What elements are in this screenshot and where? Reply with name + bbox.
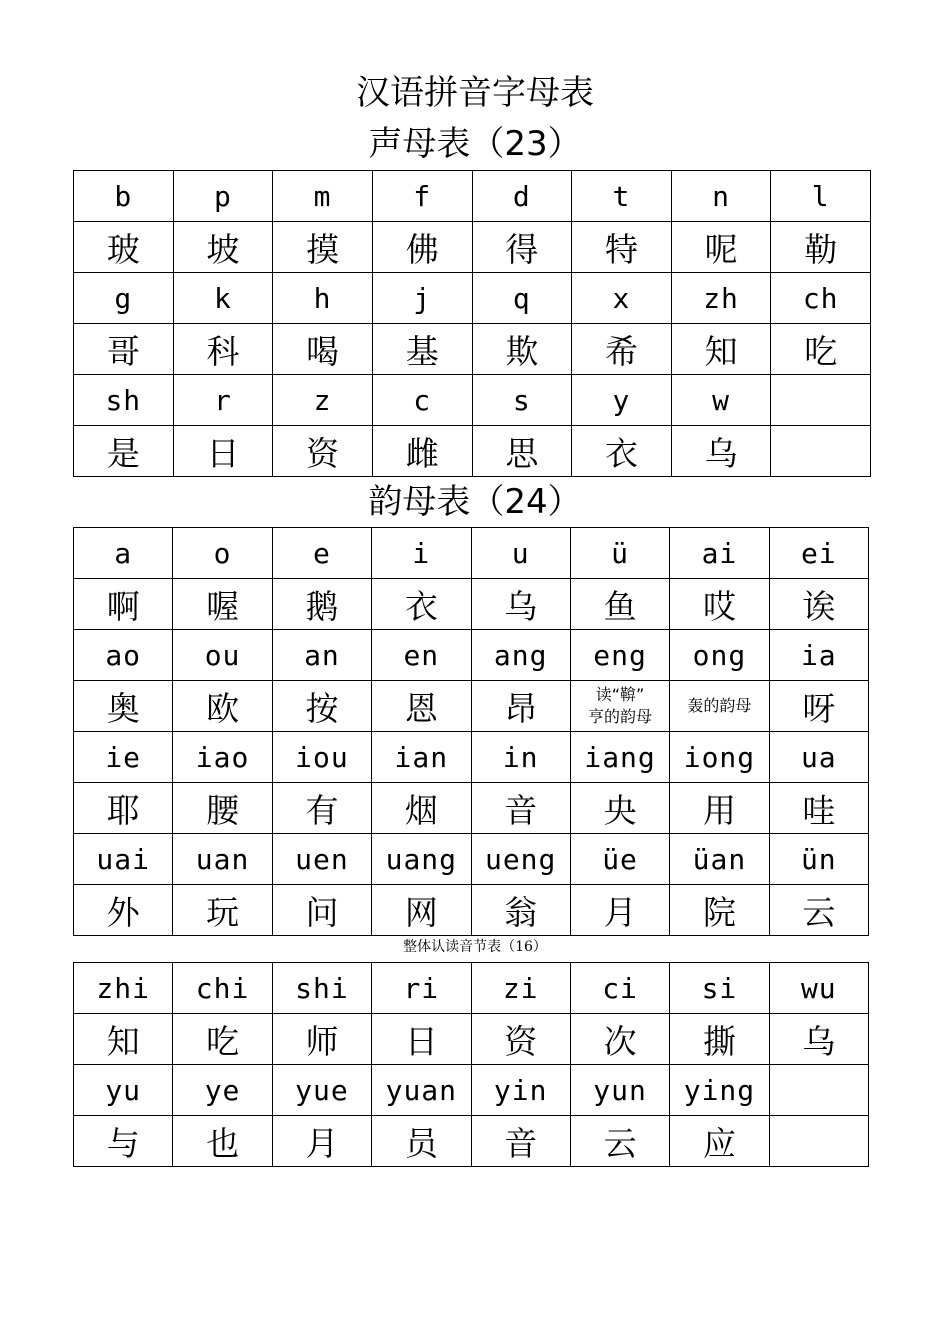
character-cell: 雌 [372, 426, 472, 477]
pinyin-cell: uen [272, 834, 371, 885]
character-cell: 有 [272, 783, 371, 834]
character-cell: 欺 [472, 324, 572, 375]
character-cell: 乌 [471, 579, 570, 630]
pinyin-cell: uang [372, 834, 471, 885]
pinyin-row [74, 528, 869, 579]
pinyin-cell: o [173, 528, 272, 579]
character-cell: 鹅 [272, 579, 371, 630]
character-cell: 撕 [670, 1014, 769, 1065]
character-cell: 音 [471, 1116, 570, 1167]
pinyin-cell: ün [769, 834, 868, 885]
character-cell: 喔 [173, 579, 272, 630]
pinyin-cell: n [671, 171, 771, 222]
character-cell: 思 [472, 426, 572, 477]
pinyin-cell: ch [771, 273, 871, 324]
pinyin-cell: s [472, 375, 572, 426]
pinyin-cell: g [74, 273, 174, 324]
pinyin-cell: d [472, 171, 572, 222]
pinyin-cell: ua [769, 732, 868, 783]
character-cell: 诶 [769, 579, 868, 630]
pinyin-cell: b [74, 171, 174, 222]
character-cell: 知 [671, 324, 771, 375]
pinyin-cell: k [173, 273, 273, 324]
character-row [74, 1116, 869, 1167]
finals-table-heading: 韵母表（24） [368, 482, 582, 522]
character-row [74, 681, 869, 732]
pinyin-cell: yu [74, 1065, 173, 1116]
pinyin-cell: i [372, 528, 471, 579]
pinyin-cell: iou [272, 732, 371, 783]
character-cell: 用 [670, 783, 769, 834]
page-title: 汉语拼音字母表 [356, 73, 594, 113]
character-cell [771, 426, 871, 477]
character-cell: 日 [173, 426, 273, 477]
character-row [74, 324, 871, 375]
character-cell: 与 [74, 1116, 173, 1167]
pinyin-cell: uai [74, 834, 173, 885]
pinyin-cell: yun [570, 1065, 669, 1116]
character-cell: 欧 [173, 681, 272, 732]
character-cell: 吃 [173, 1014, 272, 1065]
character-cell: 日 [372, 1014, 471, 1065]
character-cell: 腰 [173, 783, 272, 834]
character-cell: 问 [272, 885, 371, 936]
character-cell: 得 [472, 222, 572, 273]
pinyin-row [74, 171, 871, 222]
character-cell: 月 [272, 1116, 371, 1167]
pinyin-cell: c [372, 375, 472, 426]
character-cell: 翁 [471, 885, 570, 936]
character-cell: 呀 [769, 681, 868, 732]
character-cell: 希 [572, 324, 672, 375]
character-cell: 烟 [372, 783, 471, 834]
pinyin-cell: u [471, 528, 570, 579]
pinyin-row [74, 834, 869, 885]
character-cell: 玩 [173, 885, 272, 936]
pinyin-cell: ai [670, 528, 769, 579]
character-cell: 啊 [74, 579, 173, 630]
character-cell: 佛 [372, 222, 472, 273]
pinyin-cell: p [173, 171, 273, 222]
character-cell: 特 [572, 222, 672, 273]
pinyin-cell: uan [173, 834, 272, 885]
pinyin-cell: ong [670, 630, 769, 681]
character-cell: 玻 [74, 222, 174, 273]
character-cell: 也 [173, 1116, 272, 1167]
pinyin-cell: iong [670, 732, 769, 783]
pinyin-row [74, 963, 869, 1014]
pinyin-cell: ian [372, 732, 471, 783]
pinyin-row [74, 732, 869, 783]
pinyin-cell: yuan [372, 1065, 471, 1116]
character-cell: 云 [769, 885, 868, 936]
whole-syllables-table [73, 962, 869, 1167]
initials-table-heading: 声母表（23） [368, 124, 582, 164]
finals-table [73, 527, 869, 936]
character-row [74, 426, 871, 477]
character-cell: 衣 [572, 426, 672, 477]
pinyin-cell: ei [769, 528, 868, 579]
character-cell: 昂 [471, 681, 570, 732]
character-cell: 是 [74, 426, 174, 477]
pinyin-cell: e [272, 528, 371, 579]
character-cell: 鱼 [570, 579, 669, 630]
character-cell: 知 [74, 1014, 173, 1065]
pinyin-cell: eng [570, 630, 669, 681]
pinyin-cell: w [671, 375, 771, 426]
character-cell: 员 [372, 1116, 471, 1167]
pinyin-cell: zi [471, 963, 570, 1014]
character-cell: 央 [570, 783, 669, 834]
pinyin-cell: zh [671, 273, 771, 324]
pinyin-cell: ou [173, 630, 272, 681]
pinyin-cell: ia [769, 630, 868, 681]
character-cell: 次 [570, 1014, 669, 1065]
pinyin-cell: h [273, 273, 373, 324]
pinyin-cell: iang [570, 732, 669, 783]
pinyin-cell [769, 1065, 868, 1116]
character-cell: 应 [670, 1116, 769, 1167]
pinyin-cell: ci [570, 963, 669, 1014]
character-row [74, 1014, 869, 1065]
pinyin-cell: iao [173, 732, 272, 783]
pinyin-cell: m [273, 171, 373, 222]
character-cell: 哇 [769, 783, 868, 834]
pinyin-cell: yue [272, 1065, 371, 1116]
pinyin-cell: ye [173, 1065, 272, 1116]
character-cell: 资 [273, 426, 373, 477]
pinyin-cell: an [272, 630, 371, 681]
character-cell: 呢 [671, 222, 771, 273]
character-cell: 乌 [671, 426, 771, 477]
character-row [74, 885, 869, 936]
character-cell: 奥 [74, 681, 173, 732]
pinyin-cell [771, 375, 871, 426]
character-cell: 按 [272, 681, 371, 732]
pinyin-cell: si [670, 963, 769, 1014]
character-cell: 科 [173, 324, 273, 375]
pinyin-cell: r [173, 375, 273, 426]
pinyin-cell: ueng [471, 834, 570, 885]
pinyin-cell: y [572, 375, 672, 426]
character-cell: 网 [372, 885, 471, 936]
character-cell: 恩 [372, 681, 471, 732]
pinyin-row [74, 1065, 869, 1116]
pinyin-cell: q [472, 273, 572, 324]
pinyin-cell: j [372, 273, 472, 324]
pinyin-cell: ri [372, 963, 471, 1014]
pinyin-cell: ü [570, 528, 669, 579]
character-row [74, 222, 871, 273]
character-cell: 哥 [74, 324, 174, 375]
pinyin-cell: f [372, 171, 472, 222]
character-cell: 音 [471, 783, 570, 834]
whole-syllables-table-heading: 整体认读音节表（16） [403, 939, 547, 955]
character-cell: 耶 [74, 783, 173, 834]
pinyin-cell: en [372, 630, 471, 681]
character-cell: 摸 [273, 222, 373, 273]
note-cell: 读“鞥” 亨的韵母 [570, 681, 669, 732]
character-row [74, 579, 869, 630]
pinyin-cell: z [273, 375, 373, 426]
character-cell: 基 [372, 324, 472, 375]
character-cell: 院 [670, 885, 769, 936]
pinyin-cell: t [572, 171, 672, 222]
pinyin-row [74, 273, 871, 324]
character-cell: 衣 [372, 579, 471, 630]
pinyin-cell: shi [272, 963, 371, 1014]
character-cell: 吃 [771, 324, 871, 375]
pinyin-cell: zhi [74, 963, 173, 1014]
pinyin-cell: yin [471, 1065, 570, 1116]
pinyin-cell: sh [74, 375, 174, 426]
pinyin-cell: ie [74, 732, 173, 783]
pinyin-cell: wu [769, 963, 868, 1014]
pinyin-row [74, 375, 871, 426]
pinyin-cell: chi [173, 963, 272, 1014]
character-cell: 乌 [769, 1014, 868, 1065]
character-cell: 喝 [273, 324, 373, 375]
pinyin-cell: l [771, 171, 871, 222]
character-cell: 坡 [173, 222, 273, 273]
character-cell: 哎 [670, 579, 769, 630]
pinyin-cell: a [74, 528, 173, 579]
pinyin-cell: üan [670, 834, 769, 885]
character-cell: 月 [570, 885, 669, 936]
pinyin-cell: ying [670, 1065, 769, 1116]
initials-table [73, 170, 871, 477]
character-cell: 外 [74, 885, 173, 936]
character-cell: 勒 [771, 222, 871, 273]
pinyin-cell: x [572, 273, 672, 324]
pinyin-cell: in [471, 732, 570, 783]
character-cell [769, 1116, 868, 1167]
character-cell: 资 [471, 1014, 570, 1065]
pinyin-cell: ang [471, 630, 570, 681]
character-cell: 云 [570, 1116, 669, 1167]
note-cell: 轰的韵母 [670, 681, 769, 732]
character-row [74, 783, 869, 834]
pinyin-cell: üe [570, 834, 669, 885]
character-cell: 师 [272, 1014, 371, 1065]
pinyin-cell: ao [74, 630, 173, 681]
pinyin-row [74, 630, 869, 681]
